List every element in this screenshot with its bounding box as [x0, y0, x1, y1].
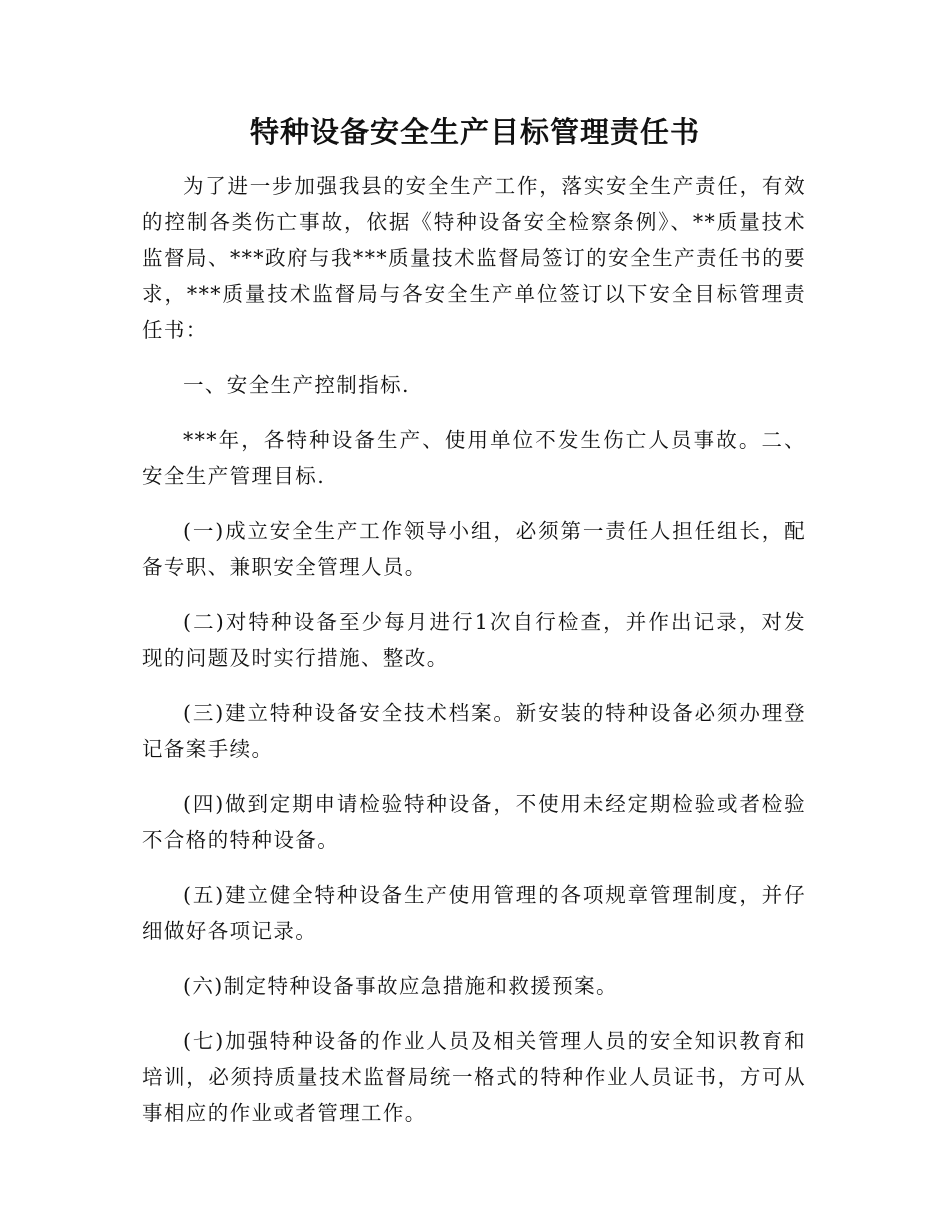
- list-item-5: (五)建立健全特种设备生产使用管理的各项规章管理制度，并仔细做好各项记录。: [142, 883, 806, 943]
- list-item-2: (二)对特种设备至少每月进行1次自行检查，并作出记录，对发现的问题及时实行措施、整改。: [142, 610, 806, 670]
- list-item-6: (六)制定特种设备事故应急措施和救援预案。: [183, 974, 618, 998]
- intro-paragraph: 为了进一步加强我县的安全生产工作，落实安全生产责任，有效的控制各类伤亡事故，依据《特种设备安全检察条例》、**质量技术监督局、***政府与我***质量技术监督局签订的安全生产责任书的要求，***质量技术监督局与各安全生产单位签订以下安全目标管理责任书：: [142, 174, 806, 342]
- document-body: [142, 168, 806, 1150]
- list-item-3: (三)建立特种设备安全技术档案。新安装的特种设备必须办理登记备案手续。: [142, 701, 806, 761]
- list-item-4: (四)做到定期申请检验特种设备，不使用未经定期检验或者检验不合格的特种设备。: [142, 792, 806, 852]
- paragraph-annual-target: ***年，各特种设备生产、使用单位不发生伤亡人员事故。二、安全生产管理目标.: [142, 428, 806, 488]
- document-title: 特种设备安全生产目标管理责任书: [249, 115, 700, 149]
- list-item-7: (七)加强特种设备的作业人员及相关管理人员的安全知识教育和培训，必须持质量技术监督局统一格式的特种作业人员证书，方可从事相应的作业或者管理工作。: [142, 1029, 806, 1125]
- section-heading-control-indicators: 一、安全生产控制指标.: [183, 373, 410, 397]
- list-item-1: (一)成立安全生产工作领导小组，必须第一责任人担任组长，配备专职、兼职安全管理人员。: [142, 519, 806, 579]
